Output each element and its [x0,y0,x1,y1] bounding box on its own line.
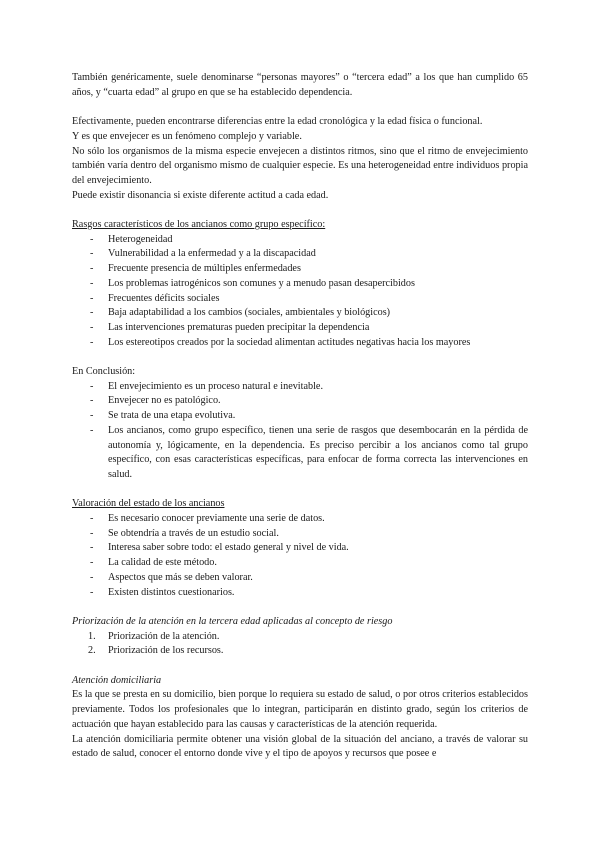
bullet-marker: - [90,557,94,569]
list-item [72,424,528,483]
list-item [72,277,528,292]
spacer [72,483,528,498]
list-item [72,321,528,336]
spacer [72,659,528,674]
list-number: 2. [88,645,96,657]
atencion-paragraph-2: La atención domiciliaria permite obtener una visión global de la situación del anciano, a través de valorar su estado de salud, conocer el entorno donde vive y el tipo de apoyos y recursos que posee e [72,733,528,760]
atencion-paragraph-1: Es la que se presta en su domicilio, bien porque lo requiera su estado de salud, o por otros criterios establecidos previamente. Todos los profesionales que lo integran, participarán en distinto grado, según los criterios de actuación que hayan establecido para las causas y características de la atención requerida. [72,689,528,730]
list-item [72,556,528,571]
list-item-text: Es necesario conocer previamente una serie de datos. [108,513,325,525]
list-item [72,571,528,586]
rasgos-list [72,233,528,351]
spacer [72,203,528,218]
list-item [72,409,528,424]
list-item-text: Interesa saber sobre todo: el estado general y nivel de vida. [108,542,349,554]
list-item [72,247,528,262]
list-item-text: Se trata de una etapa evolutiva. [108,410,236,422]
spacer [72,600,528,615]
list-item-text: Priorización de la atención. [108,630,220,642]
bullet-marker: - [90,277,94,289]
bullet-marker: - [90,380,94,392]
list-item-text: Aspectos que más se deben valorar. [108,571,253,583]
list-item-text: El envejecimiento es un proceso natural e inevitable. [108,380,323,392]
list-item [72,394,528,409]
intro-paragraph-3: Y es que envejecer es un fenómeno complejo y variable. [72,130,302,142]
bullet-marker: - [90,321,94,333]
bullet-marker: - [90,410,94,422]
atencion-heading: Atención domiciliaria [72,674,162,686]
list-item-text: Las intervenciones prematuras pueden precipitar la dependencia [108,321,370,333]
list-number: 1. [88,630,96,642]
list-item-text: Existen distintos cuestionarios. [108,586,235,598]
list-item-text: Vulnerabilidad a la enfermedad y a la discapacidad [108,248,316,260]
list-item [72,336,528,351]
rasgos-heading: Rasgos característicos de los ancianos como grupo específico: [72,219,326,230]
list-item [72,630,528,645]
conclusion-heading: En Conclusión: [72,366,136,378]
list-item [72,380,528,395]
bullet-marker: - [90,307,94,319]
bullet-marker: - [90,292,94,304]
intro-paragraph-1: También genéricamente, suele denominarse “personas mayores” o “tercera edad” a los que han cumplido 65 años, y “cuarta edad” al grupo en que se ha establecido dependencia. [72,72,528,98]
list-item [72,541,528,556]
list-item [72,233,528,248]
intro-paragraph-5: Puede existir disonancia si existe diferente actitud a cada edad. [72,189,329,201]
conclusion-list [72,380,528,483]
intro-paragraph-2: Efectivamente, pueden encontrarse diferencias entre la edad cronológica y la edad física o funcional. [72,116,483,128]
list-item-text: Los problemas iatrogénicos son comunes y a menudo pasan desapercibidos [108,277,415,289]
list-item-text: Heterogeneidad [108,233,173,245]
valoracion-list [72,512,528,600]
list-item [72,644,528,659]
list-item [72,527,528,542]
document-body [72,71,528,762]
list-item-text: Los estereotipos creados por la sociedad alimentan actitudes negativas hacia los mayores [108,336,471,348]
list-item-text: Frecuente presencia de múltiples enfermedades [108,263,301,275]
list-item-text: La calidad de este método. [108,557,217,569]
bullet-marker: - [90,248,94,260]
bullet-marker: - [90,527,94,539]
bullet-marker: - [90,571,94,583]
list-item-text: Los ancianos, como grupo específico, tienen una serie de rasgos que desembocarán en la pérdida de autonomía y, lógicamente, en la dependencia. Es preciso percibir a los ancianos como tal grupo específico, con esas características específicas, para enfocar de forma correcta las intervenciones en salud. [108,424,528,480]
bullet-marker: - [90,513,94,525]
spacer [72,100,528,115]
list-item [72,586,528,601]
spacer [72,350,528,365]
intro-paragraph-4: No sólo los organismos de la misma especie envejecen a distintos ritmos, sino que el ritmo de envejecimiento también varía dentro del organismo mismo de cualquier especie. Es una heterogeneidad entre individuos propia del envejecimiento. [72,145,528,186]
bullet-marker: - [90,424,94,436]
list-item-text: Envejecer no es patológico. [108,395,221,407]
priorizacion-heading: Priorización de la atención en la tercera edad aplicadas al concepto de riesgo [72,615,393,627]
valoracion-heading: Valoración del estado de los ancianos [72,498,225,510]
list-item [72,292,528,307]
list-item-text: Baja adaptabilidad a los cambios (sociales, ambientales y biológicos) [108,307,391,319]
bullet-marker: - [90,336,94,348]
bullet-marker: - [90,395,94,407]
bullet-marker: - [90,233,94,245]
list-item-text: Priorización de los recursos. [108,645,224,657]
bullet-marker: - [90,586,94,598]
list-item [72,306,528,321]
bullet-marker: - [90,542,94,554]
list-item [72,512,528,527]
list-item-text: Se obtendría a través de un estudio social. [108,527,279,539]
list-item [72,262,528,277]
priorizacion-list [72,630,528,659]
bullet-marker: - [90,263,94,275]
list-item-text: Frecuentes déficits sociales [108,292,220,304]
